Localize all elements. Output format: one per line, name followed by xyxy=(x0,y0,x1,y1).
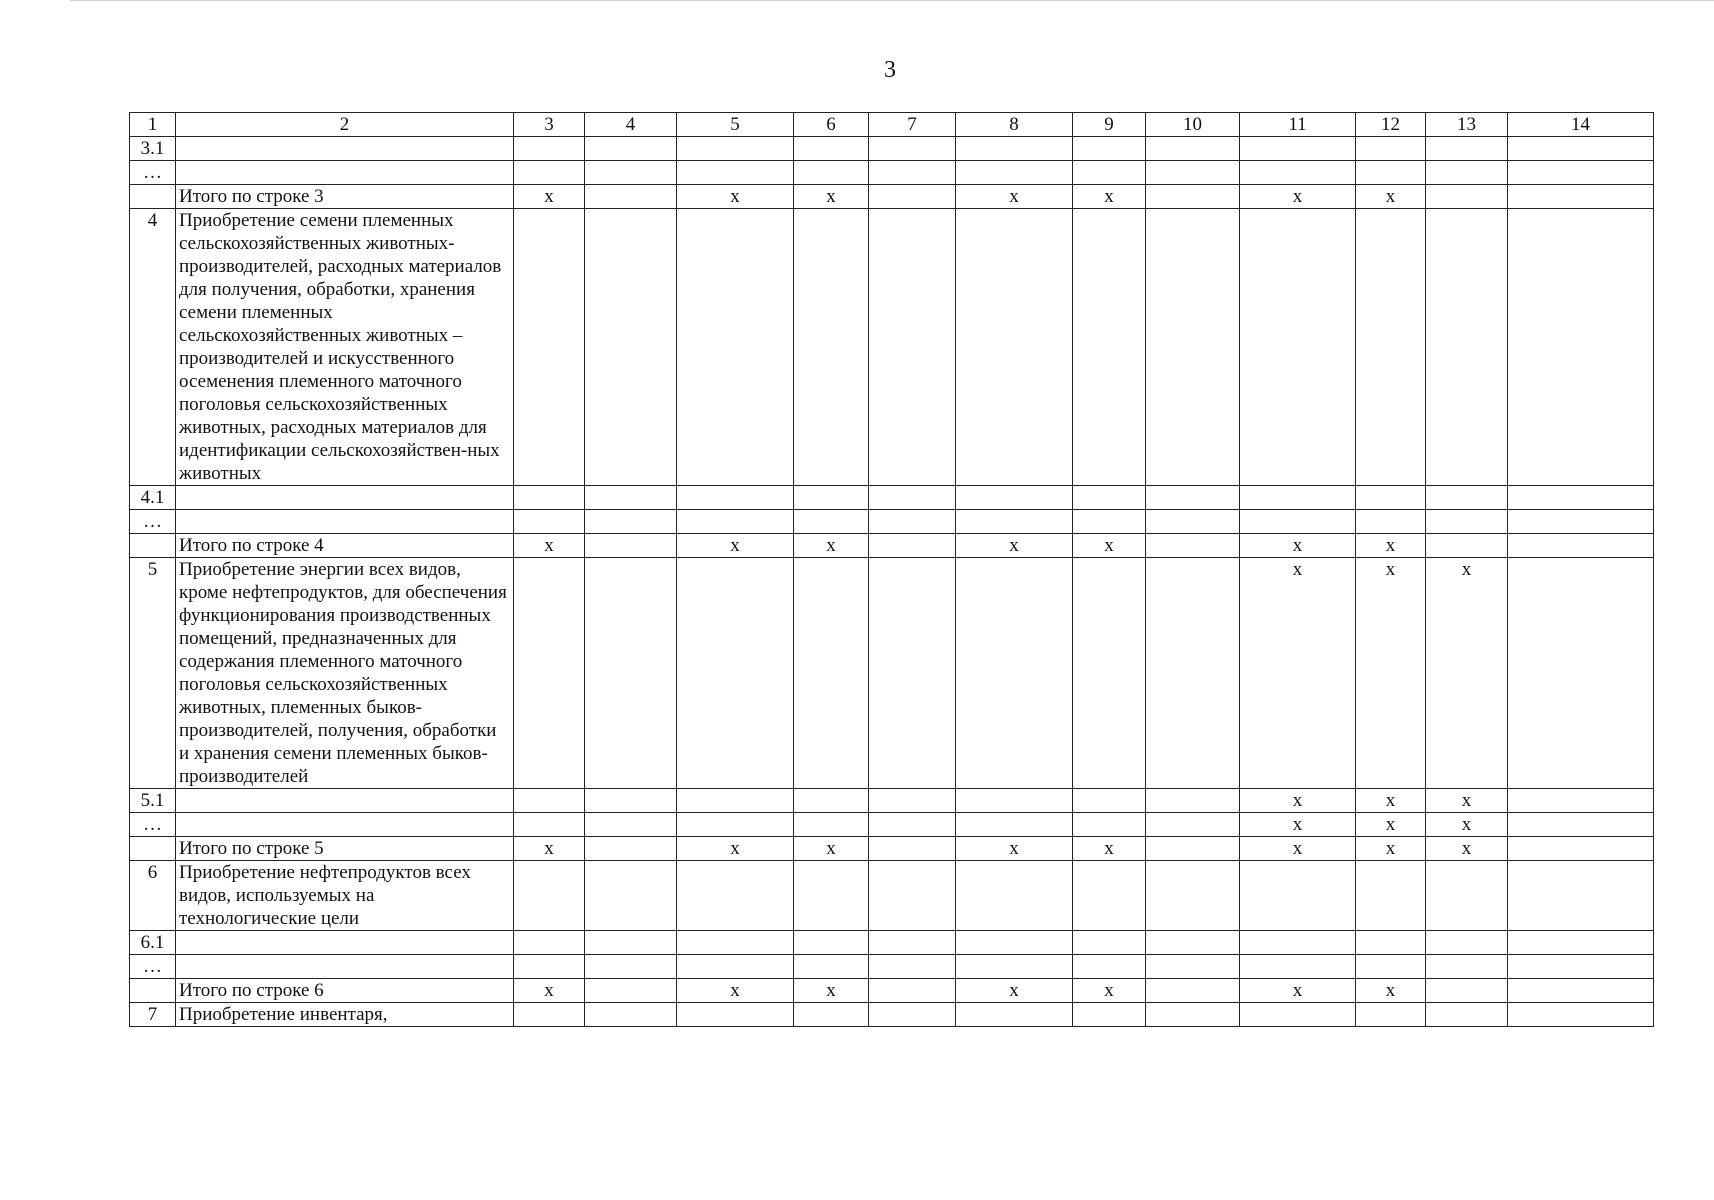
value-cell: x xyxy=(1240,558,1356,789)
table-row xyxy=(130,534,1654,558)
value-cell xyxy=(1073,161,1146,185)
value-cell xyxy=(514,931,585,955)
value-cell xyxy=(585,209,677,486)
value-cell xyxy=(1240,861,1356,931)
value-cell xyxy=(514,955,585,979)
value-cell xyxy=(514,789,585,813)
form-table xyxy=(129,112,1654,1027)
value-cell: x xyxy=(514,534,585,558)
value-cell xyxy=(794,137,869,161)
row-number-cell: … xyxy=(130,813,176,837)
value-cell xyxy=(677,510,794,534)
row-number-cell: … xyxy=(130,161,176,185)
value-cell xyxy=(677,486,794,510)
value-cell: x xyxy=(1356,534,1426,558)
value-cell xyxy=(1240,931,1356,955)
value-cell xyxy=(585,813,677,837)
value-cell xyxy=(1356,1003,1426,1027)
value-cell xyxy=(869,558,956,789)
row-name-cell: Итого по строке 6 xyxy=(176,979,514,1003)
row-name-cell: Итого по строке 5 xyxy=(176,837,514,861)
value-cell xyxy=(1426,861,1508,931)
value-cell xyxy=(585,837,677,861)
value-cell xyxy=(1508,486,1654,510)
row-number-cell: 4.1 xyxy=(130,486,176,510)
table-row xyxy=(130,813,1654,837)
row-name-cell: Итого по строке 3 xyxy=(176,185,514,209)
value-cell xyxy=(1426,979,1508,1003)
row-name-cell xyxy=(176,137,514,161)
value-cell xyxy=(956,789,1073,813)
value-cell xyxy=(1146,558,1240,789)
value-cell xyxy=(1356,955,1426,979)
value-cell xyxy=(1073,510,1146,534)
value-cell xyxy=(1356,931,1426,955)
value-cell xyxy=(514,510,585,534)
value-cell xyxy=(1356,861,1426,931)
value-cell xyxy=(514,161,585,185)
column-number-cell: 3 xyxy=(514,113,585,137)
value-cell xyxy=(1508,534,1654,558)
value-cell xyxy=(1508,931,1654,955)
value-cell xyxy=(794,161,869,185)
value-cell xyxy=(869,955,956,979)
value-cell xyxy=(677,1003,794,1027)
value-cell xyxy=(514,861,585,931)
value-cell xyxy=(1146,137,1240,161)
value-cell xyxy=(869,861,956,931)
table-row xyxy=(130,209,1654,486)
value-cell xyxy=(1508,510,1654,534)
row-number-cell: 5 xyxy=(130,558,176,789)
value-cell xyxy=(794,1003,869,1027)
value-cell xyxy=(956,209,1073,486)
value-cell xyxy=(1508,1003,1654,1027)
value-cell xyxy=(869,1003,956,1027)
value-cell xyxy=(869,185,956,209)
value-cell xyxy=(869,813,956,837)
row-number-cell xyxy=(130,837,176,861)
row-name-cell xyxy=(176,813,514,837)
value-cell xyxy=(1146,185,1240,209)
column-number-cell: 1 xyxy=(130,113,176,137)
table-row xyxy=(130,161,1654,185)
value-cell xyxy=(1240,1003,1356,1027)
table-row xyxy=(130,979,1654,1003)
value-cell xyxy=(1146,955,1240,979)
value-cell xyxy=(1356,161,1426,185)
value-cell: x xyxy=(1356,789,1426,813)
value-cell xyxy=(1508,955,1654,979)
value-cell xyxy=(1356,486,1426,510)
value-cell xyxy=(869,161,956,185)
table-row xyxy=(130,510,1654,534)
value-cell xyxy=(1426,185,1508,209)
table-body xyxy=(130,113,1654,1027)
value-cell xyxy=(677,955,794,979)
column-number-cell: 7 xyxy=(869,113,956,137)
value-cell xyxy=(585,931,677,955)
value-cell xyxy=(514,486,585,510)
row-number-cell xyxy=(130,979,176,1003)
table-row xyxy=(130,861,1654,931)
value-cell xyxy=(1508,185,1654,209)
column-number-cell: 8 xyxy=(956,113,1073,137)
table-row xyxy=(130,558,1654,789)
value-cell xyxy=(869,931,956,955)
value-cell: x xyxy=(1426,837,1508,861)
value-cell xyxy=(1508,837,1654,861)
row-number-cell: 5.1 xyxy=(130,789,176,813)
column-number-cell: 2 xyxy=(176,113,514,137)
table-row xyxy=(130,789,1654,813)
value-cell xyxy=(1426,161,1508,185)
column-number-cell: 6 xyxy=(794,113,869,137)
value-cell xyxy=(514,813,585,837)
value-cell xyxy=(677,931,794,955)
value-cell xyxy=(794,861,869,931)
value-cell xyxy=(956,955,1073,979)
value-cell: x xyxy=(514,185,585,209)
value-cell xyxy=(1356,510,1426,534)
column-number-cell: 10 xyxy=(1146,113,1240,137)
value-cell: x xyxy=(1426,558,1508,789)
value-cell: x xyxy=(956,837,1073,861)
value-cell: x xyxy=(794,534,869,558)
value-cell xyxy=(514,1003,585,1027)
value-cell: x xyxy=(1073,979,1146,1003)
value-cell xyxy=(585,558,677,789)
value-cell xyxy=(794,558,869,789)
value-cell xyxy=(1426,931,1508,955)
value-cell xyxy=(794,931,869,955)
value-cell xyxy=(956,161,1073,185)
value-cell: x xyxy=(794,979,869,1003)
value-cell xyxy=(956,1003,1073,1027)
value-cell xyxy=(1240,486,1356,510)
value-cell xyxy=(1073,813,1146,837)
value-cell xyxy=(677,789,794,813)
value-cell xyxy=(514,137,585,161)
value-cell xyxy=(1073,558,1146,789)
value-cell xyxy=(1426,534,1508,558)
value-cell xyxy=(585,161,677,185)
value-cell: x xyxy=(1426,813,1508,837)
value-cell xyxy=(1146,861,1240,931)
table-row xyxy=(130,137,1654,161)
value-cell xyxy=(1146,534,1240,558)
value-cell xyxy=(1426,955,1508,979)
value-cell xyxy=(1508,979,1654,1003)
value-cell: x xyxy=(794,837,869,861)
value-cell xyxy=(794,789,869,813)
value-cell xyxy=(1356,209,1426,486)
value-cell xyxy=(1508,789,1654,813)
column-number-cell: 12 xyxy=(1356,113,1426,137)
value-cell xyxy=(794,813,869,837)
value-cell xyxy=(585,1003,677,1027)
row-number-cell: 6.1 xyxy=(130,931,176,955)
value-cell xyxy=(677,558,794,789)
value-cell xyxy=(677,161,794,185)
value-cell xyxy=(585,486,677,510)
value-cell xyxy=(1508,209,1654,486)
value-cell xyxy=(869,789,956,813)
value-cell xyxy=(1073,861,1146,931)
value-cell xyxy=(585,789,677,813)
value-cell xyxy=(1073,486,1146,510)
value-cell xyxy=(677,861,794,931)
value-cell xyxy=(1426,137,1508,161)
row-name-cell: Итого по строке 4 xyxy=(176,534,514,558)
value-cell xyxy=(585,955,677,979)
value-cell: x xyxy=(956,534,1073,558)
page-number: 3 xyxy=(884,57,896,83)
table-row xyxy=(130,837,1654,861)
value-cell: x xyxy=(956,185,1073,209)
value-cell xyxy=(1508,558,1654,789)
value-cell: x xyxy=(514,979,585,1003)
value-cell xyxy=(956,486,1073,510)
value-cell xyxy=(1073,137,1146,161)
row-number-cell: 7 xyxy=(130,1003,176,1027)
value-cell xyxy=(869,209,956,486)
value-cell xyxy=(956,510,1073,534)
value-cell xyxy=(1426,209,1508,486)
value-cell xyxy=(1508,137,1654,161)
value-cell xyxy=(1508,813,1654,837)
scan-top-edge xyxy=(70,0,1714,1)
column-number-cell: 14 xyxy=(1508,113,1654,137)
value-cell xyxy=(1240,161,1356,185)
value-cell: x xyxy=(1240,185,1356,209)
value-cell: x xyxy=(677,979,794,1003)
value-cell xyxy=(1073,955,1146,979)
row-name-cell xyxy=(176,486,514,510)
row-name-cell xyxy=(176,161,514,185)
value-cell: x xyxy=(677,185,794,209)
value-cell: x xyxy=(1240,837,1356,861)
value-cell xyxy=(869,837,956,861)
row-name-cell xyxy=(176,931,514,955)
row-name-cell: Приобретение нефтепродуктов всех видов, используемых на технологические цели xyxy=(176,861,514,931)
value-cell xyxy=(1240,137,1356,161)
value-cell: x xyxy=(1240,979,1356,1003)
value-cell xyxy=(794,955,869,979)
value-cell xyxy=(1240,209,1356,486)
table-row xyxy=(130,1003,1654,1027)
value-cell xyxy=(1146,837,1240,861)
value-cell: x xyxy=(1356,558,1426,789)
value-cell xyxy=(869,510,956,534)
table-row xyxy=(130,931,1654,955)
value-cell xyxy=(585,534,677,558)
value-cell xyxy=(1146,209,1240,486)
value-cell: x xyxy=(794,185,869,209)
value-cell xyxy=(585,979,677,1003)
row-name-cell: Приобретение энергии всех видов, кроме нефтепродуктов, для обеспечения функционирования производственных помещений, предназначенных для содержания племенного маточного поголовья сельскохозяйственных животных, племенных быков-производителей, получения, обработки и хранения семени племенных быков-производителей xyxy=(176,558,514,789)
value-cell: x xyxy=(1240,789,1356,813)
value-cell xyxy=(1240,955,1356,979)
value-cell xyxy=(869,979,956,1003)
value-cell xyxy=(1146,813,1240,837)
row-name-cell xyxy=(176,955,514,979)
row-number-cell: … xyxy=(130,510,176,534)
value-cell xyxy=(1073,931,1146,955)
row-name-cell xyxy=(176,789,514,813)
table-row xyxy=(130,486,1654,510)
row-name-cell xyxy=(176,510,514,534)
value-cell xyxy=(514,209,585,486)
value-cell xyxy=(1508,861,1654,931)
table-row xyxy=(130,185,1654,209)
value-cell: x xyxy=(1073,534,1146,558)
value-cell xyxy=(1508,161,1654,185)
value-cell xyxy=(956,861,1073,931)
value-cell xyxy=(585,861,677,931)
row-number-cell: 3.1 xyxy=(130,137,176,161)
value-cell xyxy=(869,534,956,558)
value-cell xyxy=(1073,1003,1146,1027)
value-cell xyxy=(677,137,794,161)
value-cell: x xyxy=(1240,813,1356,837)
value-cell xyxy=(1426,1003,1508,1027)
value-cell: x xyxy=(514,837,585,861)
value-cell: x xyxy=(677,837,794,861)
value-cell: x xyxy=(1356,837,1426,861)
row-name-cell: Приобретение семени племенных сельскохозяйственных животных-производителей, расходных материалов для получения, обработки, хранения семени племенных сельскохозяйственных животных – производителей и искусственного осеменения племенного маточного поголовья сельскохозяйственных животных, расходных материалов для идентификации сельскохозяйствен-ных животных xyxy=(176,209,514,486)
row-name-cell: Приобретение инвентаря, xyxy=(176,1003,514,1027)
value-cell: x xyxy=(1356,979,1426,1003)
column-number-cell: 4 xyxy=(585,113,677,137)
value-cell: x xyxy=(677,534,794,558)
row-number-cell xyxy=(130,185,176,209)
value-cell xyxy=(1356,137,1426,161)
value-cell xyxy=(794,209,869,486)
value-cell xyxy=(1073,789,1146,813)
row-number-cell: 6 xyxy=(130,861,176,931)
row-number-cell: 4 xyxy=(130,209,176,486)
value-cell xyxy=(1146,979,1240,1003)
value-cell xyxy=(956,931,1073,955)
value-cell: x xyxy=(1073,837,1146,861)
value-cell xyxy=(869,486,956,510)
value-cell xyxy=(1146,161,1240,185)
value-cell xyxy=(869,137,956,161)
value-cell xyxy=(1073,209,1146,486)
value-cell: x xyxy=(1356,813,1426,837)
value-cell xyxy=(1146,789,1240,813)
value-cell xyxy=(514,558,585,789)
value-cell xyxy=(1146,931,1240,955)
value-cell xyxy=(585,137,677,161)
value-cell xyxy=(677,209,794,486)
value-cell xyxy=(1426,510,1508,534)
column-number-cell: 13 xyxy=(1426,113,1508,137)
value-cell xyxy=(794,486,869,510)
value-cell xyxy=(956,813,1073,837)
table-row xyxy=(130,955,1654,979)
column-number-row xyxy=(130,113,1654,137)
column-number-cell: 9 xyxy=(1073,113,1146,137)
value-cell xyxy=(1240,510,1356,534)
row-number-cell xyxy=(130,534,176,558)
value-cell: x xyxy=(1426,789,1508,813)
value-cell xyxy=(585,510,677,534)
value-cell xyxy=(1146,1003,1240,1027)
value-cell xyxy=(585,185,677,209)
value-cell: x xyxy=(1356,185,1426,209)
value-cell: x xyxy=(1240,534,1356,558)
value-cell xyxy=(956,558,1073,789)
row-number-cell: … xyxy=(130,955,176,979)
value-cell xyxy=(794,510,869,534)
value-cell xyxy=(677,813,794,837)
value-cell xyxy=(1426,486,1508,510)
value-cell: x xyxy=(956,979,1073,1003)
value-cell: x xyxy=(1073,185,1146,209)
column-number-cell: 5 xyxy=(677,113,794,137)
value-cell xyxy=(1146,510,1240,534)
value-cell xyxy=(956,137,1073,161)
column-number-cell: 11 xyxy=(1240,113,1356,137)
value-cell xyxy=(1146,486,1240,510)
